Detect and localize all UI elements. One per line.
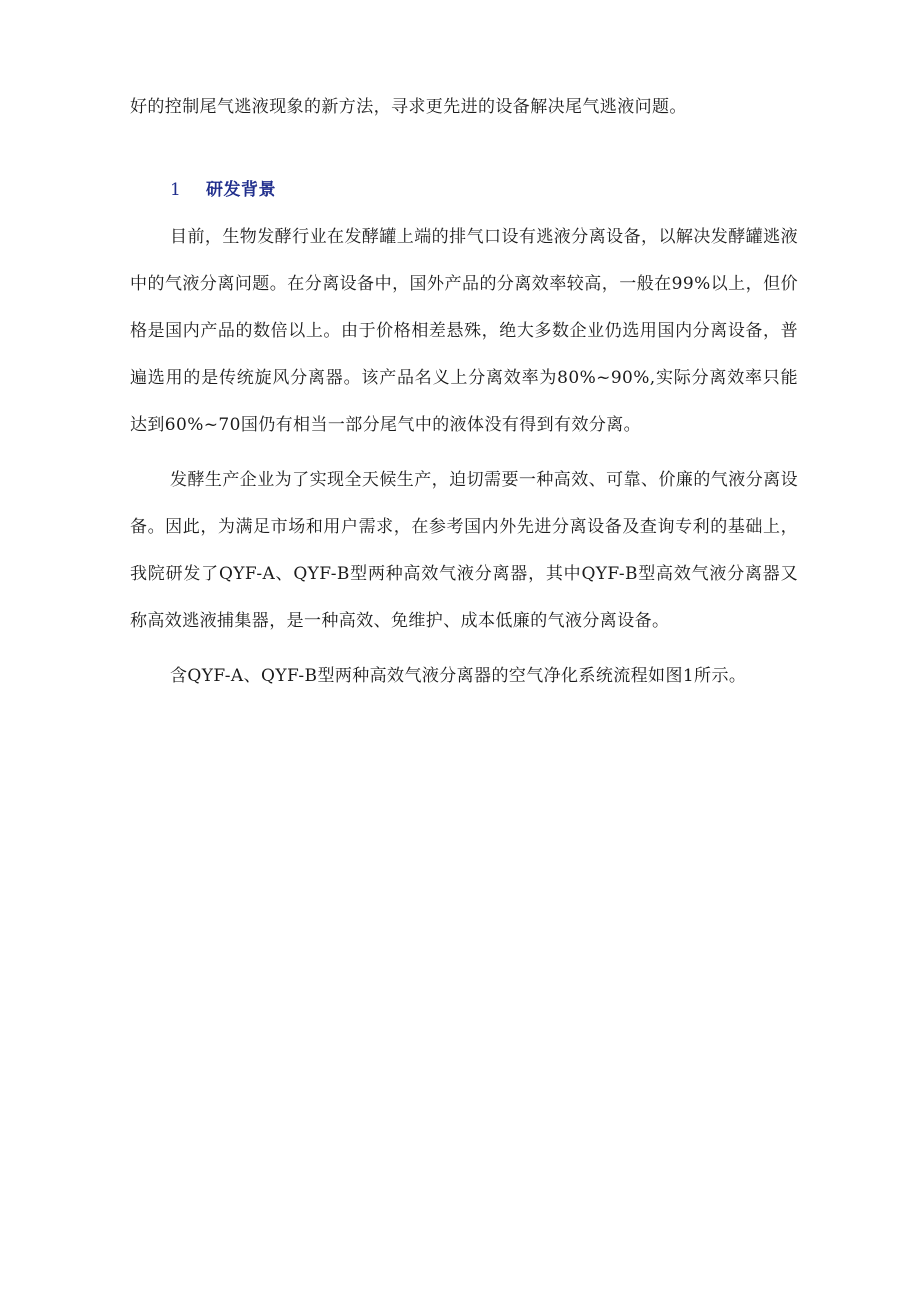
paragraph-spacer bbox=[130, 449, 798, 457]
paragraph-spacer bbox=[130, 645, 798, 653]
intro-paragraph: 好的控制尾气逃液现象的新方法，寻求更先进的设备解决尾气逃液问题。 bbox=[130, 97, 687, 117]
paragraph-development: 发酵生产企业为了实现全天候生产，迫切需要一种高效、可靠、价廉的气液分离设备。因此，为满足市场和用户需求，在参考国内外先进分离设备及查询专利的基础上，我院研发了QYF-A、QYF-B型两种高效气液分离器，其中QYF-B型高效气液分离器又称高效逃液捕集器，是一种高效、免维护、成本低廉的气液分离设备。 bbox=[130, 470, 798, 631]
document-body bbox=[130, 84, 798, 700]
section-number: 1 bbox=[170, 180, 181, 200]
paragraph-system-flow: 含QYF-A、QYF-B型两种高效气液分离器的空气净化系统流程如图1所示。 bbox=[170, 666, 747, 686]
paragraph-background: 目前，生物发酵行业在发酵罐上端的排气口设有逃液分离设备，以解决发酵罐逃液中的气液分离问题。在分离设备中，国外产品的分离效率较高，一般在99%以上，但价格是国内产品的数倍以上。由于价格相差悬殊，绝大多数企业仍选用国内分离设备，普遍选用的是传统旋风分离器。该产品名义上分离效率为80%~90%,实际分离效率只能达到60%~70国仍有相当一部分尾气中的液体没有得到有效分离。 bbox=[130, 227, 798, 435]
section-heading bbox=[130, 167, 798, 214]
section-title: 研发背景 bbox=[206, 180, 276, 200]
